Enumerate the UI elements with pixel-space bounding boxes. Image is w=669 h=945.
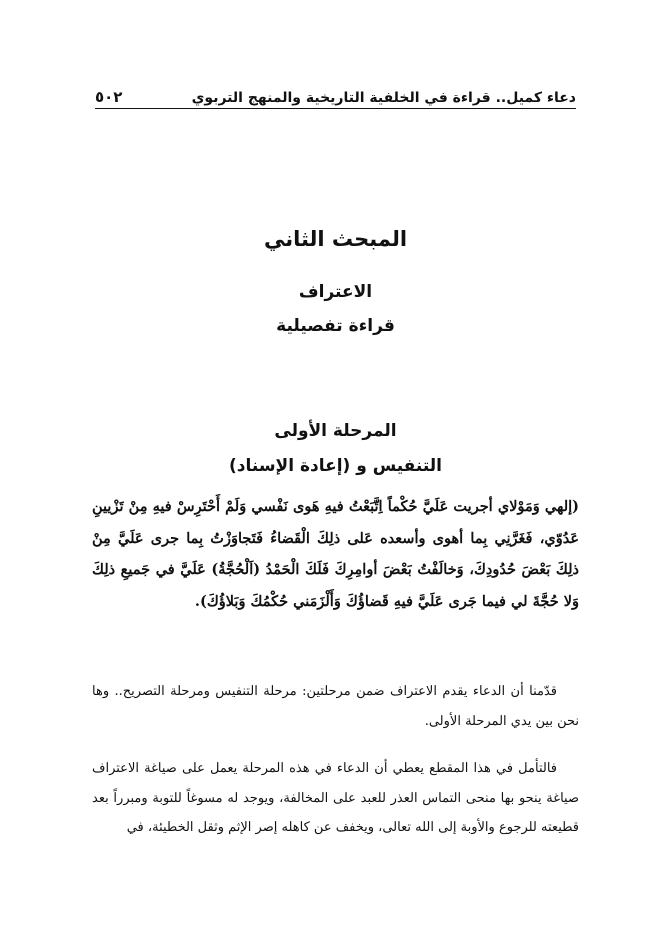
section-subtitle-2: قراءة تفصيلية [276,316,395,336]
body-paragraph: فالتأمل في هذا المقطع يعطي أن الدعاء في هذه المرحلة يعمل على صياغة الاعتراف صياغة ينحو بها منحى التماس العذر للعبد على المخالفة، ويوجد له مسوغاً للتوبة ومبرراً بعد قطيعته للرجوع والأوبة إلى الله تعالى، ويخفف عن كاهله إصر الإثم وثقل الخطيئة، في [92,761,579,835]
page-number: ٥٠٢ [95,88,123,106]
page-header [95,66,576,106]
section-title: المبحث الثاني [263,227,408,251]
stage-subtitle: التنفيس و (إعادة الإسناد) [229,456,442,476]
body-paragraph: قدّمنا أن الدعاء يقدم الاعتراف ضمن مرحلتين: مرحلة التنفيس ومرحلة التصريح.. وها نحن بين يدي المرحلة الأولى. [92,684,579,729]
prayer-quote: (إلهي وَمَوْلاي أجريت عَلَيَّ حُكْماً اِتَّبَعْتُ فيهِ هَوى نَفْسي وَلَمْ أَحْتَرِسْ فيهِ مِنْ تَزْيينِ عَدُوّي، فَغَرَّنِي بِما أهوى وأسعده عَلى ذلِكَ الْقَضاءُ فَتَجاوَزْتُ بِما جرى عَلَيَّ مِنْ ذلِكَ بَعْضَ حُدُودِكَ، وَخالَفْتُ بَعْضَ أوامِرِكَ فَلَكَ الْحَمْدُ (اَلْحُجَّةُ) عَلَيَّ في جَميعِ ذلِكَ وَلا حُجَّةَ لي فيما جَرى عَلَيَّ فيهِ قَضاؤُكَ وَأَلْزَمَني حُكْمُكَ وَبَلاؤُكَ). [92,498,579,610]
section-subtitle: الاعتراف [298,282,373,302]
running-title: دعاء كميل.. قراءة في الخلفية التاريخية والمنهج التربوي [191,90,576,106]
header-rule [95,108,576,109]
stage-title: المرحلة الأولى [274,421,397,441]
